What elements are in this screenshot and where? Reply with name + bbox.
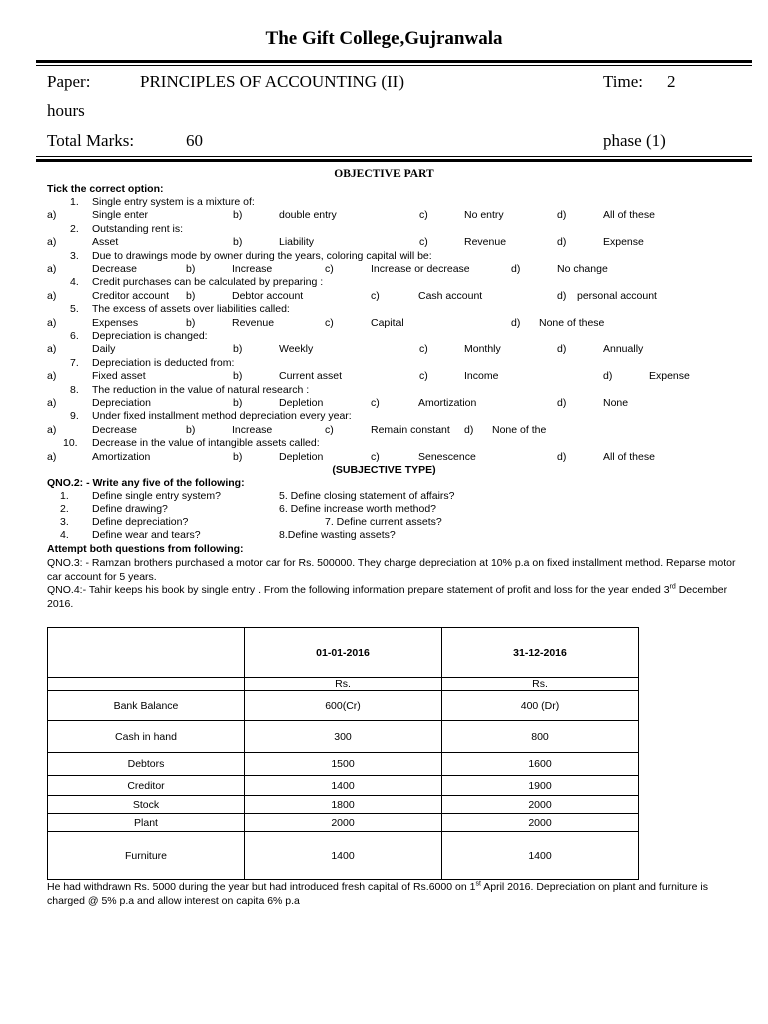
row-value-2016-start: 2000 [245, 814, 442, 832]
row-label: Creditor [48, 776, 245, 796]
bottom-rule-thick [36, 159, 752, 162]
row-value-2016-end: 1600 [442, 753, 639, 776]
q2-left: Define wear and tears? [92, 529, 201, 541]
option-letter[interactable]: c) [371, 289, 380, 302]
q2-num: 2. [60, 503, 69, 515]
option-letter[interactable]: a) [47, 263, 57, 275]
question-number: 5. [70, 303, 79, 316]
option-letter[interactable]: d) [603, 370, 613, 383]
option-text[interactable]: No entry [464, 209, 504, 222]
options-line [0, 370, 768, 383]
table-row [48, 796, 639, 814]
option-text[interactable]: Increase or decrease [371, 263, 470, 275]
option-text[interactable]: Decrease [92, 263, 137, 275]
option-letter[interactable]: a) [47, 316, 57, 329]
options-line [0, 317, 768, 330]
q2-heading: QNO.2: - Write any five of the following: [47, 477, 245, 489]
option-text[interactable]: Current asset [279, 370, 343, 383]
option-text[interactable]: Depletion [279, 450, 324, 463]
q3-text: QNO.3: - Ramzan brothers purchased a motor car for Rs. 500000. They charge depreciation at 10% p.a on fixed installment method. Reparse motor car account for 5 years. [47, 557, 736, 583]
row-value-2016-start: 1400 [245, 776, 442, 796]
q2-right: 8.Define wasting assets? [279, 529, 396, 541]
option-text[interactable]: Depletion [279, 397, 324, 409]
row-value-2016-start: 600(Cr) [245, 691, 442, 721]
footer-superscript: st [475, 880, 481, 888]
col2-currency: Rs. [442, 678, 639, 691]
option-letter[interactable]: b) [233, 236, 243, 249]
question-number: 3. [70, 249, 79, 262]
option-letter[interactable]: d) [557, 450, 567, 463]
options-line [0, 209, 768, 222]
option-letter[interactable]: b) [233, 209, 243, 222]
option-text[interactable]: Cash account [418, 289, 483, 302]
option-text[interactable]: Liability [279, 236, 315, 249]
option-letter[interactable]: a) [47, 209, 57, 222]
footer-note-end: April 2016. Depreciation on plant and furniture is charged @ 5% p.a and allow interest on capita 6% p.a [47, 881, 708, 907]
q2-row [0, 529, 768, 542]
question-text: Under fixed installment method depreciation every year: [92, 410, 352, 423]
option-text[interactable]: All of these [603, 209, 655, 222]
option-text[interactable]: Creditor account [92, 289, 170, 302]
option-text[interactable]: Amortization [92, 450, 151, 463]
bottom-rule-thin [36, 156, 752, 157]
paper-name: PRINCIPLES OF ACCOUNTING (II) [140, 72, 404, 91]
time-value: 2 [667, 72, 676, 91]
option-text[interactable]: Amortization [418, 397, 477, 409]
row-label: Debtors [48, 753, 245, 776]
option-letter[interactable]: d) [557, 397, 567, 409]
option-text[interactable]: Single enter [92, 209, 149, 222]
row-value-2016-start: 300 [245, 721, 442, 753]
footer-note [47, 881, 737, 908]
top-rule-thick [36, 60, 752, 63]
options-line [0, 236, 768, 249]
question-line [0, 250, 768, 263]
question-text: The excess of assets over liabilities called: [92, 303, 290, 316]
option-letter[interactable]: c) [419, 209, 428, 222]
question-line [0, 196, 768, 209]
question-number: 4. [70, 276, 79, 289]
phase-label: phase (1) [603, 131, 666, 150]
option-text[interactable]: Increase [232, 263, 273, 275]
q2-num: 3. [60, 516, 69, 528]
q2-right: 6. Define increase worth method? [279, 503, 437, 515]
option-text[interactable]: Income [464, 370, 499, 383]
options-line [0, 451, 768, 464]
option-letter[interactable]: a) [47, 236, 57, 249]
option-letter[interactable]: a) [47, 370, 57, 383]
option-letter[interactable]: c) [371, 450, 380, 463]
attempt-heading: Attempt both questions from following: [47, 543, 244, 555]
option-text[interactable]: All of these [603, 450, 655, 463]
option-text[interactable]: Remain constant [371, 423, 450, 436]
col1-date-header: 01-01-2016 [245, 628, 442, 678]
row-label: Bank Balance [48, 691, 245, 721]
q2-right: 7. Define current assets? [325, 516, 442, 528]
option-text[interactable]: No change [557, 263, 608, 275]
currency-corner-cell [48, 678, 245, 691]
row-value-2016-start: 1800 [245, 796, 442, 814]
question-number: 8. [70, 383, 79, 396]
question-line [0, 303, 768, 316]
option-letter[interactable]: b) [186, 263, 196, 275]
q4-text-end: December 2016. [47, 584, 728, 610]
question-text: Decrease in the value of intangible assets called: [92, 437, 320, 450]
option-letter[interactable]: d) [464, 423, 474, 436]
question-line [0, 410, 768, 423]
option-text[interactable]: Monthly [464, 343, 501, 356]
options-line [0, 290, 768, 303]
option-letter[interactable]: d) [511, 316, 521, 329]
option-text[interactable]: Daily [92, 343, 116, 356]
instruction-text: Tick the correct option: [47, 183, 164, 195]
question-line [0, 276, 768, 289]
instruction-line [0, 183, 768, 196]
option-letter[interactable]: b) [233, 370, 243, 383]
question-number: 10. [63, 437, 78, 450]
question-line [0, 437, 768, 450]
q2-row [0, 516, 768, 529]
question-text: Single entry system is a mixture of: [92, 196, 255, 208]
option-text[interactable]: Capital [371, 316, 404, 329]
row-value-2016-start: 1400 [245, 832, 442, 880]
time-unit: hours [47, 101, 85, 120]
q2-heading-line [0, 477, 768, 490]
time-label: Time: [603, 72, 644, 91]
option-text[interactable]: Annually [603, 343, 644, 356]
option-letter[interactable]: b) [186, 423, 196, 436]
option-letter[interactable]: b) [233, 343, 243, 356]
question-number: 9. [70, 410, 79, 423]
row-value-2016-end: 2000 [442, 814, 639, 832]
option-text[interactable]: Revenue [464, 236, 507, 249]
options-line [0, 424, 768, 437]
option-text[interactable]: Expense [603, 236, 644, 249]
footer-note-main: He had withdrawn Rs. 5000 during the year but had introduced fresh capital of Rs.6000 on 1 [47, 881, 476, 893]
option-text[interactable]: Decrease [92, 423, 137, 436]
option-text[interactable]: Expenses [92, 316, 139, 329]
option-letter[interactable]: a) [47, 397, 57, 409]
option-text[interactable]: Depreciation [92, 397, 151, 409]
question-line [0, 384, 768, 397]
options-line [0, 263, 768, 276]
table-row [48, 721, 639, 753]
option-letter[interactable]: a) [47, 343, 57, 356]
option-letter[interactable]: d) [557, 236, 567, 249]
question-text: Due to drawings mode by owner during the years, coloring capital will be: [92, 249, 432, 262]
q2-right: 5. Define closing statement of affairs? [279, 490, 455, 502]
q4-text-main: QNO.4:- Tahir keeps his book by single entry . From the following information prepare statement of profit and loss for the year ended 3 [47, 584, 670, 596]
table-row [48, 776, 639, 796]
option-letter[interactable]: b) [233, 397, 243, 409]
option-text[interactable]: None [603, 397, 629, 409]
top-rule-thin [36, 65, 752, 66]
option-letter[interactable]: a) [47, 289, 57, 302]
q2-left: Define depreciation? [92, 516, 189, 528]
option-text[interactable]: personal account [577, 289, 657, 302]
row-label: Stock [48, 796, 245, 814]
option-text[interactable]: Increase [232, 423, 273, 436]
row-value-2016-end: 1400 [442, 832, 639, 880]
q2-num: 1. [60, 490, 69, 502]
objective-heading: OBJECTIVE PART [334, 168, 434, 180]
total-marks-value: 60 [186, 131, 203, 150]
question-line [0, 357, 768, 370]
option-letter[interactable]: d) [511, 263, 521, 275]
row-label: Cash in hand [48, 721, 245, 753]
option-text[interactable]: None of the [492, 423, 547, 436]
option-text[interactable]: Debtor account [232, 289, 304, 302]
question-number: 7. [70, 356, 79, 369]
question-number: 1. [70, 196, 79, 208]
option-letter[interactable]: b) [186, 316, 196, 329]
college-title: The Gift College,Gujranwala [265, 28, 503, 49]
option-text[interactable]: Weekly [279, 343, 314, 356]
table-corner-cell [48, 628, 245, 678]
options-line [0, 397, 768, 410]
question-line [0, 223, 768, 236]
row-label: Plant [48, 814, 245, 832]
options-line [0, 343, 768, 356]
row-value-2016-end: 2000 [442, 796, 639, 814]
question-text: Outstanding rent is: [92, 222, 184, 235]
question-line [0, 330, 768, 343]
option-letter[interactable]: a) [47, 450, 57, 463]
col1-currency: Rs. [245, 678, 442, 691]
row-label: Furniture [48, 832, 245, 880]
table-row [48, 753, 639, 776]
question-text: The reduction in the value of natural research : [92, 383, 310, 396]
option-letter[interactable]: c) [419, 343, 428, 356]
option-letter[interactable]: d) [557, 343, 567, 356]
option-letter[interactable]: c) [325, 423, 334, 436]
option-letter[interactable]: c) [325, 316, 334, 329]
option-text[interactable]: Fixed asset [92, 370, 146, 383]
option-letter[interactable]: d) [557, 289, 567, 302]
total-marks-label: Total Marks: [47, 131, 135, 150]
option-text[interactable]: double entry [279, 209, 337, 222]
option-text[interactable]: Revenue [232, 316, 275, 329]
q4-superscript: rd [669, 583, 676, 591]
option-letter[interactable]: c) [325, 263, 334, 275]
subjective-heading-line [0, 464, 768, 477]
q2-row [0, 503, 768, 516]
table-row [48, 814, 639, 832]
row-value-2016-end: 400 (Dr) [442, 691, 639, 721]
option-letter[interactable]: c) [419, 236, 428, 249]
option-letter[interactable]: c) [371, 397, 380, 409]
option-text[interactable]: Senescence [418, 450, 476, 463]
q2-row [0, 490, 768, 503]
option-letter[interactable]: c) [419, 370, 428, 383]
question-number: 6. [70, 330, 79, 342]
q2-num: 4. [60, 529, 69, 541]
option-letter[interactable]: b) [186, 289, 196, 302]
table-currency-row [48, 678, 639, 691]
question-number: 2. [70, 222, 79, 235]
row-value-2016-end: 800 [442, 721, 639, 753]
col2-date-header: 31-12-2016 [442, 628, 639, 678]
question-text: Depreciation is deducted from: [92, 356, 235, 369]
option-letter[interactable]: a) [47, 423, 57, 436]
option-text[interactable]: Asset [92, 236, 119, 249]
row-value-2016-end: 1900 [442, 776, 639, 796]
question-text: Depreciation is changed: [92, 330, 208, 342]
row-value-2016-start: 1500 [245, 753, 442, 776]
attempt-heading-line [0, 543, 768, 556]
q4-text [47, 584, 737, 611]
balance-table [47, 627, 639, 880]
table-row [48, 691, 639, 721]
option-letter[interactable]: d) [557, 209, 567, 222]
q2-left: Define drawing? [92, 503, 168, 515]
subjective-heading: (SUBJECTIVE TYPE) [332, 464, 436, 476]
question-text: Credit purchases can be calculated by preparing : [92, 276, 324, 289]
paper-label: Paper: [47, 72, 91, 91]
table-header-row [48, 628, 639, 678]
q2-left: Define single entry system? [92, 490, 221, 502]
table-row [48, 832, 639, 880]
option-text[interactable]: Expense [649, 370, 690, 383]
option-text[interactable]: None of these [539, 316, 605, 329]
option-letter[interactable]: b) [233, 450, 243, 463]
